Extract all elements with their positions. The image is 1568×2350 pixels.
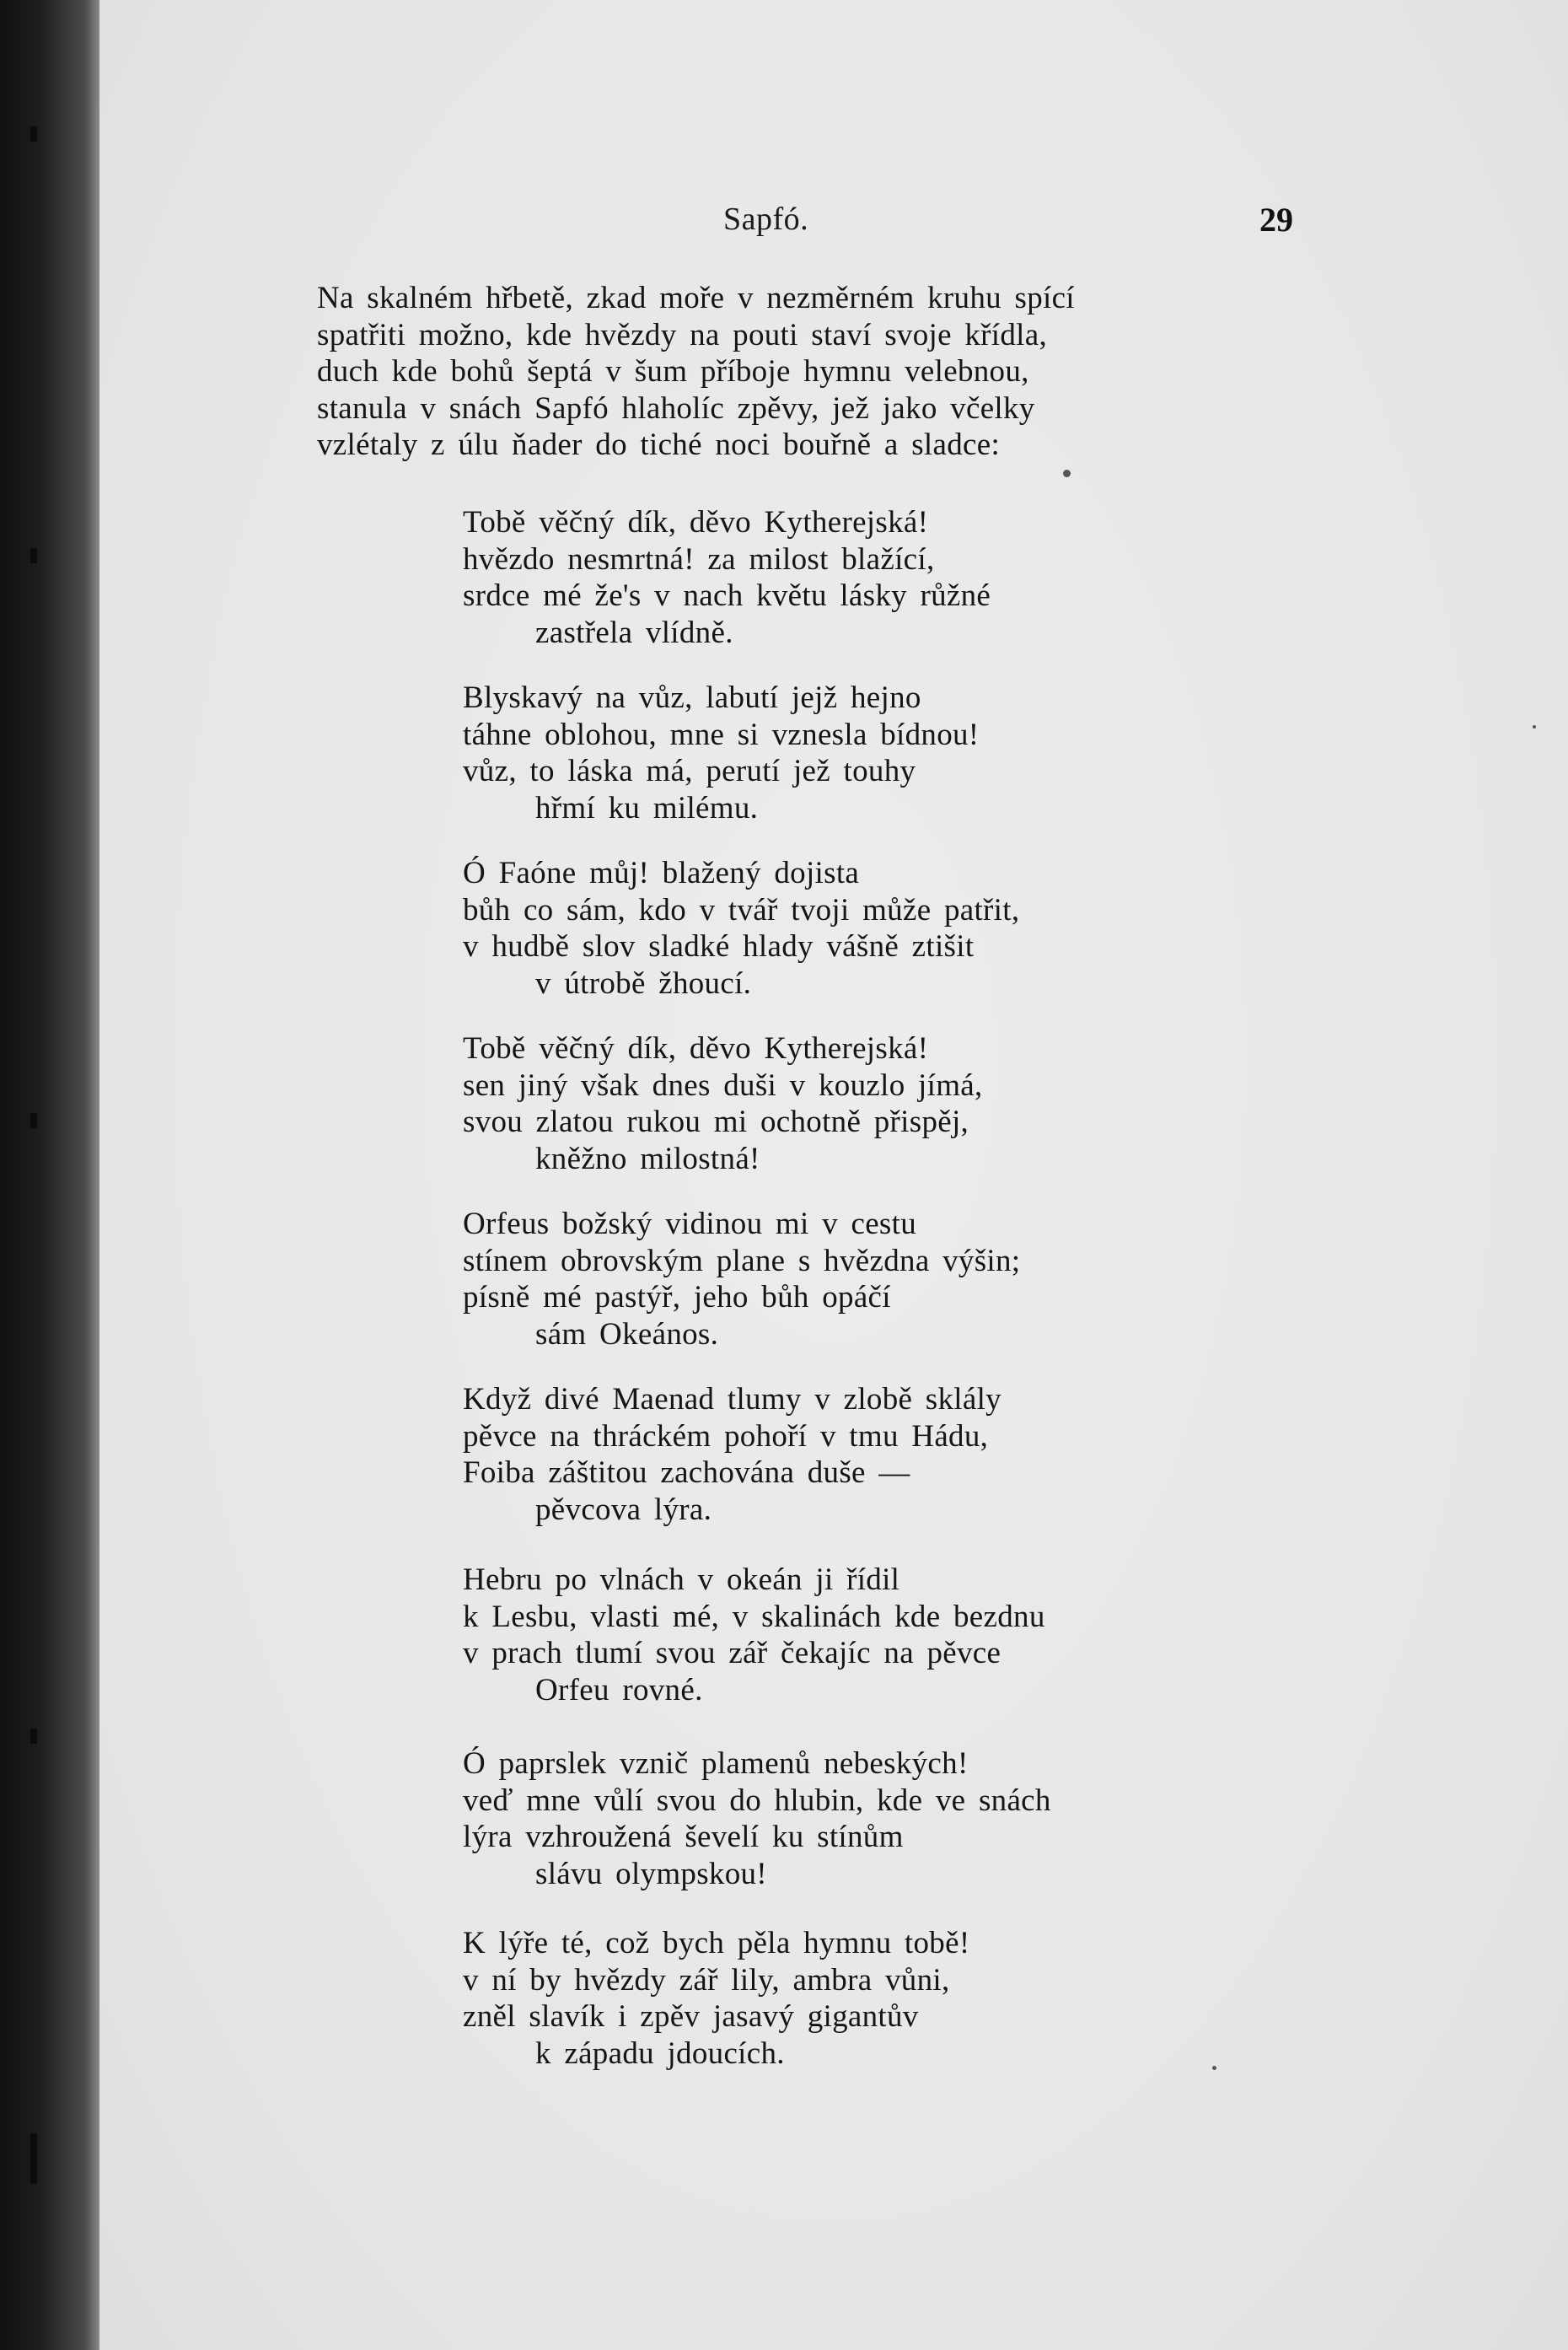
verse-line: Tobě věčný dík, děvo Kytherejská! [463,1031,929,1066]
verse-line: veď mne vůlí svou do hlubin, kde ve snách [463,1783,1051,1818]
verse-line: v prach tlumí svou zář čekajíc na pěvce [463,1636,1001,1671]
verse-line: Foiba záštitou zachována duše — [463,1455,910,1491]
gutter-mark [30,1729,37,1744]
verse-line: K lýře té, což bych pěla hymnu tobě! [463,1926,970,1960]
stanza-2 [463,680,1222,826]
verse-line: k Lesbu, vlasti mé, v skalinách kde bezdnu [463,1599,1045,1634]
verse-short-line: pěvcova lýra. [535,1492,712,1527]
stanza-8 [463,1745,1222,1892]
verse-line: Když divé Maenad tlumy v zlobě sklály [463,1382,1001,1417]
gutter-mark [30,548,37,563]
verse-short-line: v útrobě žhoucí. [535,965,752,1001]
paper-speck [1063,470,1071,477]
verse-short-line: kněžno milostná! [535,1141,760,1176]
binding-gutter [0,0,99,2350]
verse-short-line: k západu jdoucích. [535,2035,785,2071]
verse-line: Blyskavý na vůz, labutí jejž hejno [463,680,921,715]
verse-line: bůh co sám, kdo v tvář tvoji může patřit, [463,892,1020,928]
verse-short-line: Orfeu rovné. [535,1672,703,1707]
stanza-6 [463,1381,1222,1528]
verse-line: zněl slavík i zpěv jasavý gigantův [463,1999,919,2035]
verse-line: v ní by hvězdy zář lily, ambra vůni, [463,1962,950,1998]
verse-line: svou zlatou rukou mi ochotně přispěj, [463,1105,969,1140]
gutter-mark [30,126,37,142]
intro-line: duch kde bohů šeptá v šum příboje hymnu velebnou, [317,354,1029,390]
gutter-mark [30,2133,37,2184]
verse-line: Ó paprslek vznič plamenů nebeských! [463,1746,969,1781]
verse-line: Tobě věčný dík, děvo Kytherejská! [463,505,929,540]
verse-short-line: sám Okeános. [535,1316,719,1352]
verse-line: písně mé pastýř, jeho bůh opáčí [463,1280,891,1315]
verse-short-line: hřmí ku milému. [535,790,759,825]
stanza-9 [463,1925,1222,2072]
verse-line: v hudbě slov sladké hlady vášně ztišit [463,929,975,965]
verse-short-line: zastřela vlídně. [535,615,733,650]
paper-speck [1533,725,1536,729]
verse-short-line: slávu olympskou! [535,1856,767,1891]
stanza-7 [463,1562,1222,1708]
page-number: 29 [1259,201,1293,239]
running-header-title: Sapfó. [723,202,809,237]
stanza-1 [463,504,1222,651]
intro-line: spatřiti možno, kde hvězdy na pouti staví svoje křídla, [317,317,1047,352]
intro-paragraph [317,280,1211,464]
verse-line: Orfeus božský vidinou mi v cestu [463,1207,916,1241]
stanza-4 [463,1030,1222,1177]
verse-line: sen jiný však dnes duši v kouzlo jímá, [463,1067,983,1103]
verse-line: táhne oblohou, mne si vznesla bídnou! [463,717,980,752]
verse-line: Ó Faóne můj! blažený dojista [463,856,860,890]
verse-line: srdce mé že's v nach květu lásky růžné [463,578,991,614]
intro-line: stanula v snách Sapfó hlaholíc zpěvy, jež jako včelky [317,390,1035,426]
intro-line: Na skalném hřbetě, zkad moře v nezměrném kruhu spící [317,281,1075,315]
verse-line: lýra vzhroužená ševelí ku stínům [463,1820,904,1855]
stanza-5 [463,1206,1222,1352]
verse-line: Hebru po vlnách v okeán ji řídil [463,1562,900,1597]
stanza-3 [463,855,1222,1002]
verse-line: hvězdo nesmrtná! za milost blažící, [463,541,935,577]
verse-line: stínem obrovským plane s hvězdna výšin; [463,1243,1021,1278]
verse-line: vůz, to láska má, perutí jež touhy [463,754,916,789]
gutter-mark [30,1113,37,1128]
intro-line: vzlétaly z úlu ňader do tiché noci bouřně a sladce: [317,428,1001,463]
verse-line: pěvce na thráckém pohoří v tmu Hádu, [463,1418,989,1454]
